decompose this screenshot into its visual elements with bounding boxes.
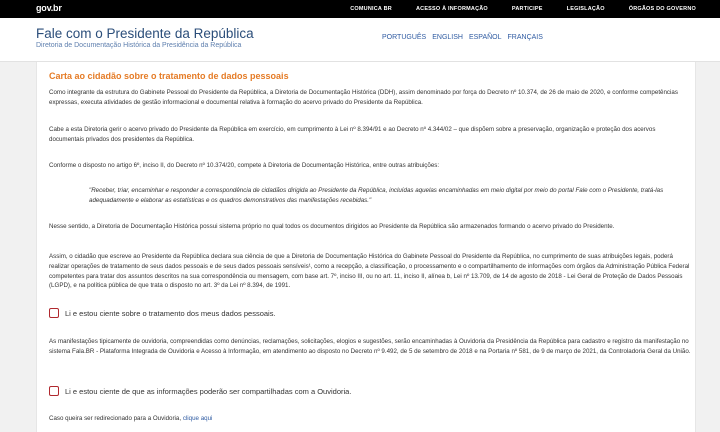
- paragraph-intro: Como integrante da estrutura do Gabinete Pessoal do Presidente da República, a Diretoria de Documentação Histórica (DDH), assim denominado por força do Decreto nº 10.374, de 26 de maio de 2020, e conforme competências expressas, executa atividades de gestão informacional e documental relativa à formação do acervo privado do Presidente da República.: [49, 89, 678, 106]
- paragraph-ouvidoria: As manifestações tipicamente de ouvidoria, compreendidas como denúncias, reclamações, solicitações, elogios e sugestões, serão encaminhadas à Ouvidoria da Presidência da República para cadastro e registro da manifestação no sistema Fala.BR - Plataforma Integrada de Ouvidoria e Acesso à Informação, em atendimento ao disposto no Decreto nº 9.492, de 5 de setembro de 2018 e na Portaria nº 581, de 9 de março de 2021, da Controladoria Geral da União.: [49, 338, 691, 355]
- language-nav: [382, 34, 543, 41]
- lang-espanol[interactable]: ESPAÑOL: [468, 34, 502, 41]
- consent-ouvidoria-checkbox[interactable]: [49, 386, 59, 396]
- consent-dados-checkbox[interactable]: [49, 308, 59, 318]
- site-title[interactable]: Fale com o Presidente da República: [36, 26, 254, 41]
- paragraph-sistema: Nesse sentido, a Diretoria de Documentação Histórica possui sistema próprio no qual todos os documentos dirigidos ao Presidente da República são armazenados formando o acervo privado do Presidente.: [49, 223, 615, 230]
- page-title: Carta ao cidadão sobre o tratamento de dados pessoais: [49, 71, 289, 81]
- quote-decreto: "Receber, triar, encaminhar e responder a correspondência de cidadãos dirigida ao Presidente da República, incluídas aquelas encaminhadas em meio digital por meio do portal Fale com o Presidente, tratá-las adequadamente e elaborar as estatísticas e os quadros demonstrativos das manifestações recebidas.": [89, 187, 664, 204]
- paragraph-lgpd: Assim, o cidadão que escreve ao Presidente da República declara sua ciência de que a Diretoria de Documentação Histórica do Gabinete Pessoal do Presidente da República, no cumprimento de suas atribuições legais, poderá realizar operações de tratamento de seus dados pessoais e de seus dados pessoais sensíveis¹, como a recepção, a classificação, o processamento e o compartilhamento de informações com órgãos da Administração Pública Federal competentes para tratar dos assuntos descritos na sua correspondência ou mensagem, com base art. 7º, inciso III, ou no art. 11, inciso II, alínea b, Lei nº 13.709, de 14 de agosto de 2018 - Lei Geral de Proteção de Dados Pessoais (LGPD), e na política pública de que trata o disposto no art. 3º da Lei nº 8.394, de 1991.: [49, 253, 690, 290]
- paragraph-acervo: Cabe a esta Diretoria gerir o acervo privado do Presidente da República em exercício, em cumprimento à Lei nº 8.394/91 e ao Decreto nº 4.344/02 – que dispõem sobre a preservação, organização e proteção dos acervos documentais privados dos presidentes da República.: [49, 126, 656, 143]
- gov-link-participe[interactable]: PARTICIPE: [511, 6, 543, 12]
- ouvidoria-redirect-link[interactable]: clique aqui: [182, 415, 213, 422]
- redirect-text: Caso queira ser redirecionado para a Ouvidoria,: [49, 415, 182, 422]
- consent-row-dados[interactable]: [49, 308, 276, 318]
- gov-link-comunica-br[interactable]: COMUNICA BR: [350, 6, 392, 12]
- gov-link-legislacao[interactable]: LEGISLAÇÃO: [566, 6, 605, 12]
- redirect-line: [49, 415, 212, 422]
- gov-nav: [350, 0, 696, 18]
- consent-ouvidoria-label[interactable]: Li e estou ciente de que as informações poderão ser compartilhadas com a Ouvidoria.: [65, 386, 352, 396]
- gov-link-orgaos-governo[interactable]: ÓRGÃOS DO GOVERNO: [628, 6, 696, 12]
- gov-top-bar: [0, 0, 720, 18]
- site-header: [0, 18, 720, 62]
- main-content: [36, 62, 696, 432]
- gov-link-acesso-informacao[interactable]: ACESSO À INFORMAÇÃO: [415, 6, 488, 12]
- lang-english[interactable]: ENGLISH: [432, 34, 463, 41]
- paragraph-atribuicoes: Conforme o disposto no artigo 6º, inciso II, do Decreto nº 10.374/20, compete à Diretoria de Documentação Histórica, entre outras atribuições:: [49, 162, 440, 169]
- site-subtitle: Diretoria de Documentação Histórica da Presidência da República: [36, 42, 242, 49]
- lang-portugues[interactable]: PORTUGUÊS: [382, 34, 427, 41]
- consent-row-ouvidoria[interactable]: [49, 386, 351, 396]
- lang-francais[interactable]: FRANÇAIS: [507, 34, 543, 41]
- gov-logo[interactable]: gov.br: [36, 3, 62, 13]
- consent-dados-label[interactable]: Li e estou ciente sobre o tratamento dos meus dados pessoais.: [65, 308, 276, 318]
